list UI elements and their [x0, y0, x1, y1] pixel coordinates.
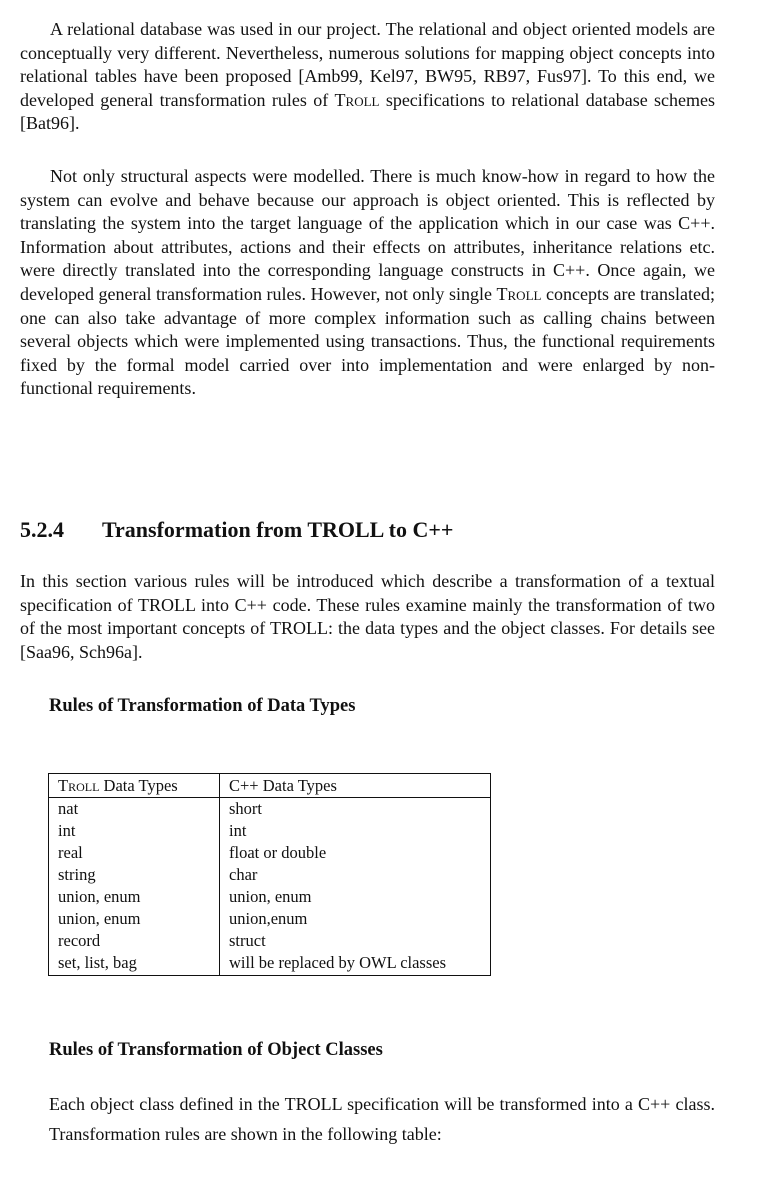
table-row: [49, 930, 491, 952]
table-row: [49, 842, 491, 864]
cpp-type-cell: short: [229, 799, 262, 818]
troll-term: Troll: [496, 283, 542, 304]
cpp-type-cell: char: [229, 865, 258, 884]
paragraph-structural-aspects: [20, 165, 715, 401]
table-row: [49, 908, 491, 930]
paragraph-text: A relational database was used in our project. The relational and object oriented models are conceptually very different. Nevertheless, numerous solutions for mapping object concepts into relational tables have been proposed [Amb99, Kel97, BW95, RB97, Fus97]. To this end, we developed general transformation rules of: [20, 19, 715, 110]
troll-type-cell: int: [49, 820, 220, 842]
cpp-type-cell: will be replaced by OWL classes: [229, 953, 447, 972]
table-row: [49, 864, 491, 886]
section-number: 5.2.4: [20, 517, 64, 542]
paragraph-section-intro: In this section various rules will be introduced which describe a transformation of a textual specification of TROLL into C++ code. These rules examine mainly the transformation of two of the most important concepts of TROLL: the data types and the object classes. For details see [Saa96, Sch96a].: [20, 571, 715, 662]
table-row: [49, 952, 491, 976]
cpp-type-cell: int: [229, 821, 247, 840]
troll-type-cell: nat: [49, 798, 220, 821]
troll-type-cell: record: [49, 930, 220, 952]
header-troll-data-types: [49, 774, 220, 798]
table-row: [49, 820, 491, 842]
troll-type-cell: set, list, bag: [49, 952, 220, 976]
subheading-data-types: Rules of Transformation of Data Types: [49, 696, 356, 716]
cpp-type-cell: float or double: [229, 843, 327, 862]
paragraph-relational-database: [20, 18, 715, 136]
paragraph-text: Not only structural aspects were modelled. There is much know-how in regard to how the system can evolve and behave because our approach is object oriented. This is reflected by translating the system into the target language of the application which in our case was C++. Information about attributes, actions and their effects on attributes, inheritance relations etc. were directly translated into the corresponding language constructs in C++. Once again, we developed general transformation rules. However, not only single: [20, 166, 715, 304]
troll-type-cell: union, enum: [49, 908, 220, 930]
paragraph-text: concepts are translated; one can also take advantage of more complex information such as calling chains between several objects which were implemented using transactions. Thus, the functional requirements fixed by the formal model carried over into implementation and were enlarged by non-functional requirements.: [20, 283, 716, 399]
troll-type-cell: real: [49, 842, 220, 864]
cpp-type-cell: struct: [229, 931, 266, 950]
header-cpp-data-types: C++ Data Types: [220, 774, 491, 798]
table-row: [49, 886, 491, 908]
subheading-object-classes: Rules of Transformation of Object Classes: [49, 1040, 383, 1060]
troll-type-cell: union, enum: [49, 886, 220, 908]
paragraph-object-classes: Each object class defined in the TROLL specification will be transformed into a C++ class. Transformation rules are shown in the following table:: [49, 1094, 715, 1144]
data-types-table: [48, 773, 491, 976]
table-row: [49, 798, 491, 821]
cpp-type-cell: union, enum: [229, 887, 312, 906]
table-header-row: [49, 774, 491, 798]
paragraph-text: specifications to relational database schemes [Bat96].: [20, 89, 716, 134]
troll-type-cell: string: [49, 864, 220, 886]
header-text: Data Types: [99, 776, 178, 795]
troll-term: Troll: [58, 776, 100, 795]
section-heading: [20, 515, 453, 545]
troll-term: Troll: [334, 89, 380, 110]
section-title: Transformation from TROLL to C++: [102, 517, 454, 542]
cpp-type-cell: union,enum: [229, 909, 308, 928]
